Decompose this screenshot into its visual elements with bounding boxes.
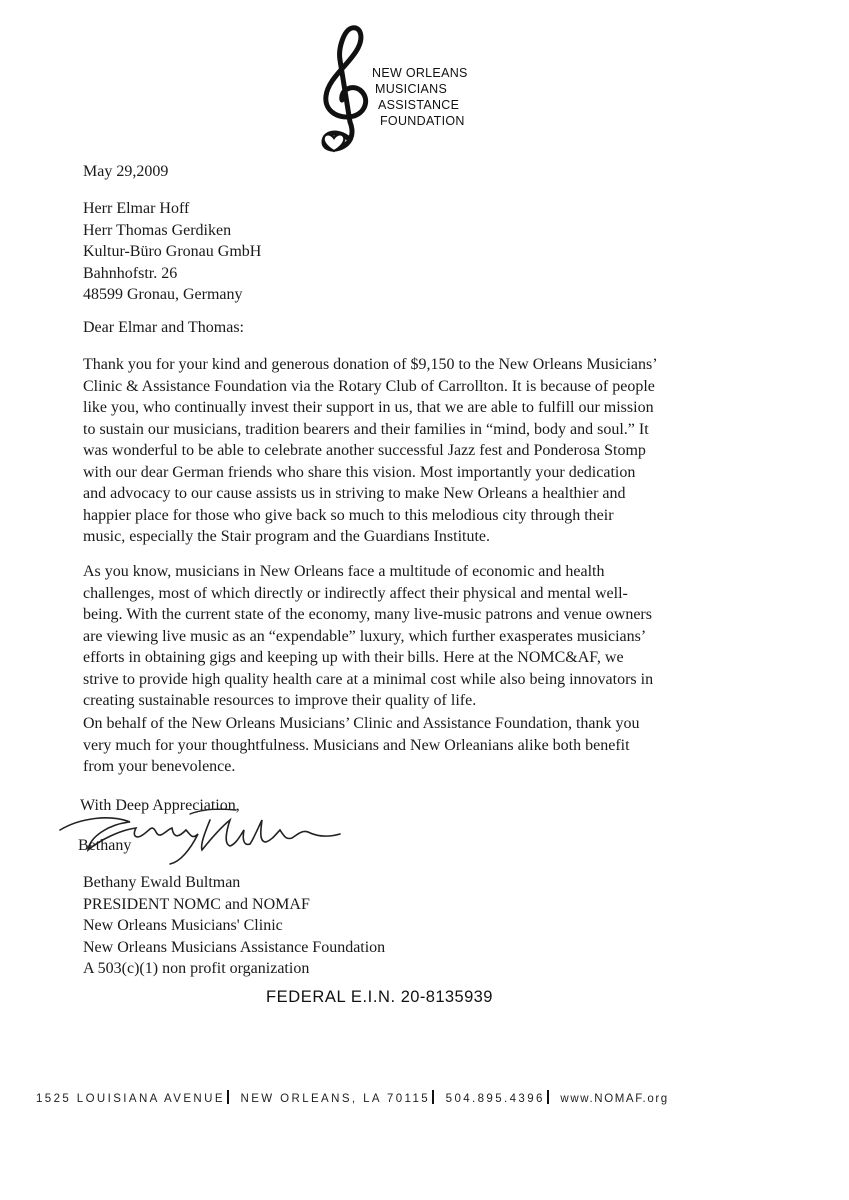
footer-divider — [432, 1090, 434, 1104]
address-line: Herr Elmar Hoff — [83, 200, 190, 217]
address-line: Herr Thomas Gerdiken — [83, 221, 232, 239]
paragraph-line: happier place for those who give back so much to this melodious city through their — [83, 506, 614, 524]
body-paragraph-3 — [83, 713, 741, 778]
signer-line: A 503(c)(1) non profit organization — [83, 960, 310, 977]
paragraph-line: Clinic & Assistance Foundation via the Rotary Club of Carrollton. It is because of people — [83, 377, 655, 395]
closing: With Deep Appreciation, — [80, 797, 240, 814]
org-name — [372, 65, 468, 129]
letter-date: May 29,2009 — [83, 163, 169, 180]
paragraph-line: was wonderful to be able to celebrate another successful Jazz fest and Ponderosa Stomp — [83, 442, 646, 459]
recipient-address — [83, 198, 261, 306]
paragraph-line: creating sustainable resources to improve their quality of life. — [83, 692, 477, 709]
letterhead — [310, 20, 480, 160]
org-name-line: FOUNDATION — [380, 114, 465, 128]
address-line: 48599 Gronau, Germany — [83, 286, 243, 303]
signer-block — [83, 872, 385, 980]
signed-first-name: Bethany — [78, 837, 132, 854]
paragraph-line: As you know, musicians in New Orleans face a multitude of economic and health — [83, 563, 605, 580]
salutation: Dear Elmar and Thomas: — [83, 319, 244, 336]
signer-line: New Orleans Musicians' Clinic — [83, 917, 283, 934]
address-line: Kultur-Büro Gronau GmbH — [83, 243, 262, 260]
footer-contact — [36, 1090, 669, 1105]
paragraph-line: with our dear German friends who share this vision. Most importantly your dedication — [83, 463, 636, 481]
footer-phone: 504.895.4396 — [445, 1093, 545, 1105]
paragraph-line: and advocacy to our cause assists us in striving to make New Orleans a healthier and — [83, 485, 626, 502]
ein-label: FEDERAL E.I.N. — [266, 988, 396, 1006]
signer-line: PRESIDENT NOMC and NOMAF — [83, 895, 310, 913]
body-paragraph-1 — [83, 354, 741, 548]
ein-number: 20-8135939 — [400, 988, 493, 1006]
paragraph-line: from your benevolence. — [83, 758, 236, 775]
footer-city: NEW ORLEANS, LA 70115 — [240, 1093, 431, 1105]
paragraph-line: Thank you for your kind and generous donation of $9,150 to the New Orleans Musicians’ — [83, 356, 658, 373]
paragraph-line: strive to provide high quality health care at a minimal cost while also being innovators in — [83, 670, 654, 688]
signer-line: New Orleans Musicians Assistance Foundation — [83, 938, 386, 956]
paragraph-line: to sustain our musicians, tradition bearers and their families in “mind, body and soul.” It — [83, 420, 649, 438]
org-name-line: ASSISTANCE — [378, 98, 460, 112]
footer-website: www.NOMAF.org — [560, 1093, 669, 1105]
paragraph-line: music, especially the Stair program and the Guardians Institute. — [83, 528, 490, 545]
footer-divider — [227, 1090, 229, 1104]
signer-line: Bethany Ewald Bultman — [83, 874, 241, 891]
org-name-line: MUSICIANS — [375, 82, 448, 96]
footer-address: 1525 LOUISIANA AVENUE — [36, 1093, 225, 1105]
paragraph-line: being. With the current state of the economy, many live-music patrons and venue owners — [83, 606, 652, 623]
paragraph-line: like you, who continually invest their support in us, that we are able to fulfill our mission — [83, 399, 654, 416]
paragraph-line: challenges, most of which directly or indirectly affect their physical and mental well- — [83, 584, 628, 602]
body-paragraph-2 — [83, 561, 741, 712]
org-name-line: NEW ORLEANS — [372, 66, 468, 80]
paragraph-line: very much for your thoughtfulness. Musicians and New Orleanians alike both benefit — [83, 736, 630, 754]
treble-clef-heart-icon — [310, 20, 380, 155]
federal-ein — [266, 988, 493, 1007]
paragraph-line: are viewing live music as an “expendable” luxury, which further exasperates musicians’ — [83, 627, 647, 645]
address-line: Bahnhofstr. 26 — [83, 264, 178, 282]
paragraph-line: On behalf of the New Orleans Musicians’ Clinic and Assistance Foundation, thank you — [83, 715, 640, 732]
paragraph-line: efforts in obtaining gigs and keeping up with their bills. Here at the NOMC&AF, we — [83, 649, 624, 666]
footer-divider — [547, 1090, 549, 1104]
